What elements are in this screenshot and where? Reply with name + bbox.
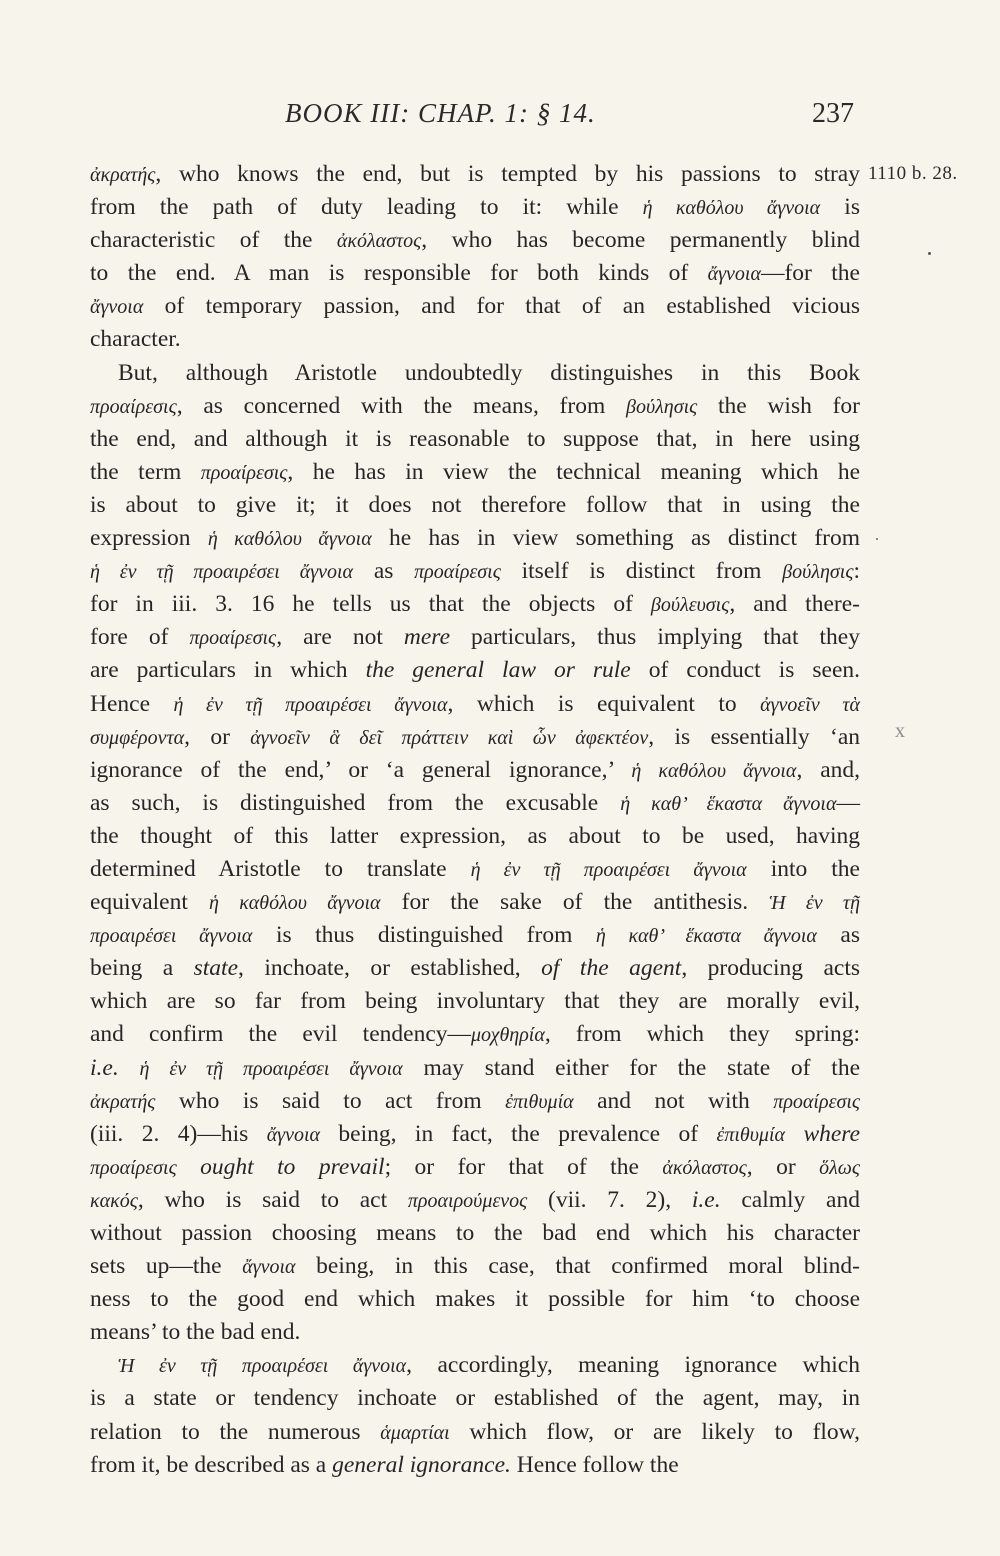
greek-term: ἀκόλαστος xyxy=(336,230,422,253)
text-line xyxy=(90,1316,860,1349)
text-line xyxy=(90,522,860,555)
text-run: for the sake of the antithesis. xyxy=(380,889,770,916)
text-run: as such, is distinguished from the excusable xyxy=(90,789,621,816)
greek-term: ἀκόλαστος xyxy=(662,1156,747,1179)
text-run: from the path of duty leading to it: while xyxy=(90,194,643,221)
text-run: being, in this case, that confirmed moral blind- xyxy=(295,1253,860,1280)
greek-term: ἀγνοεῖν τὰ xyxy=(760,693,861,716)
text-run: expression xyxy=(90,525,208,552)
text-line xyxy=(90,1085,860,1118)
text-line xyxy=(90,1283,860,1316)
text-line xyxy=(90,688,860,721)
text-run: ignorance of the end,’ or ‘a general ignorance,’ xyxy=(90,756,632,783)
greek-term: ἄγνοια xyxy=(90,296,144,319)
text-run: , he has in view the technical meaning which he xyxy=(287,458,861,485)
text-line xyxy=(90,1052,860,1085)
text-run: calmly and xyxy=(720,1186,860,1213)
text-run: of conduct is seen. xyxy=(630,657,861,684)
text-run: equivalent xyxy=(90,889,210,916)
text-run: , as concerned with the means, from xyxy=(176,392,626,419)
greek-term: ἡ καθόλου ἄγνοια xyxy=(631,759,797,782)
greek-term: ἡ καθ’ ἕκαστα ἄγνοια xyxy=(595,925,817,948)
text-run: and not with xyxy=(573,1087,774,1114)
text-run: , or xyxy=(746,1153,820,1180)
greek-term: ἀκρατής xyxy=(90,1090,156,1113)
greek-term: βούλησις xyxy=(626,395,698,418)
emphasis: of the agent xyxy=(541,955,682,982)
margin-pencil-mark: x xyxy=(895,720,905,742)
text-run: may stand either for the state of the xyxy=(402,1054,860,1081)
text-line xyxy=(90,555,860,588)
text-run: means’ to the bad end. xyxy=(90,1319,301,1346)
text-run: for in iii. 3. 16 he tells us that the objects of xyxy=(90,591,651,618)
text-run xyxy=(177,1154,200,1180)
greek-term: προαιρέσει ἄγνοια xyxy=(90,925,253,948)
text-run: relation to the numerous xyxy=(90,1418,381,1445)
text-line xyxy=(90,1184,860,1217)
margin-dot xyxy=(928,252,931,255)
text-run: , accordingly, meaning ignorance which xyxy=(406,1352,860,1379)
text-line xyxy=(90,1217,860,1250)
greek-term: ἡ ἐν τῇ προαιρέσει ἄγνοια xyxy=(173,693,448,716)
text-run: who is said to act from xyxy=(155,1087,506,1114)
text-line xyxy=(90,721,860,754)
text-run: —for the xyxy=(760,260,860,287)
text-line xyxy=(90,257,860,290)
greek-term: προαίρεσις xyxy=(189,627,277,650)
text-run xyxy=(785,1121,803,1147)
text-run: — xyxy=(836,789,860,816)
text-line xyxy=(90,919,860,952)
text-run: , inchoate, or established, xyxy=(238,955,542,982)
text-run: sets up—the xyxy=(90,1253,243,1280)
text-run: to the end. A man is responsible for both kinds of xyxy=(90,260,708,287)
text-line xyxy=(90,390,860,423)
text-run: is about to give it; it does not therefore follow that in using the xyxy=(90,491,860,518)
greek-term: βούλευσις xyxy=(650,594,730,617)
greek-term: ἐπιθυμία xyxy=(716,1123,786,1146)
greek-term: προαίρεσις xyxy=(90,1156,177,1179)
text-run: being a xyxy=(90,955,194,982)
text-run: is a state or tendency inchoate or established of the agent, may, in xyxy=(90,1385,860,1412)
text-run: , are not xyxy=(276,624,404,651)
text-run: (vii. 7. 2), xyxy=(527,1186,692,1213)
text-run: which flow, or are likely to flow, xyxy=(449,1418,860,1445)
text-run: , and, xyxy=(796,756,860,783)
greek-term: προαίρεσις xyxy=(773,1090,860,1113)
text-line xyxy=(90,158,860,191)
text-run: ness to the good end which makes it possible for him ‘to choose xyxy=(90,1286,860,1313)
text-line xyxy=(90,886,860,919)
greek-term: προαίρεσις xyxy=(90,395,177,418)
text-line xyxy=(90,754,860,787)
emphasis: i.e. xyxy=(90,1054,119,1081)
greek-term: ἀγνοεῖν ἃ δεῖ πράττειν καὶ ὧν ἀφεκτέον xyxy=(250,726,649,749)
text-run: , or xyxy=(184,723,251,750)
text-run: itself is distinct from xyxy=(500,558,783,585)
greek-term: ἡ καθόλου ἄγνοια xyxy=(207,528,372,551)
text-run xyxy=(119,1055,140,1081)
page-header xyxy=(0,96,1000,136)
text-line xyxy=(90,1118,860,1151)
text-run: determined Aristotle to translate xyxy=(90,855,471,882)
emphasis: general ignorance. xyxy=(332,1451,511,1478)
text-line xyxy=(90,1018,860,1051)
text-run: which are so far from being involuntary that they are morally evil, xyxy=(90,988,860,1015)
emphasis: where xyxy=(803,1120,860,1147)
margin-reference: 1110 b. 28. xyxy=(868,163,958,184)
greek-term: μοχθηρία xyxy=(471,1024,545,1047)
greek-term: ἄγνοια xyxy=(242,1256,296,1279)
greek-term: ἄγνοια xyxy=(707,263,761,286)
text-run: ; or for that of the xyxy=(384,1153,663,1180)
greek-term: κακός xyxy=(90,1189,138,1212)
text-line xyxy=(90,985,860,1018)
text-run: the thought of this latter expression, as about to be used, having xyxy=(90,822,860,849)
text-line xyxy=(90,1151,860,1184)
greek-term: Ἡ ἐν τῇ xyxy=(769,892,860,915)
text-run: , who is said to act xyxy=(137,1186,408,1213)
text-run: particulars, thus implying that they xyxy=(450,624,860,651)
emphasis: the general law or rule xyxy=(365,657,631,684)
text-run: (iii. 2. 4)—his xyxy=(90,1120,267,1147)
greek-term: βούλησις xyxy=(782,561,854,584)
greek-term: ἄγνοια xyxy=(266,1123,320,1146)
text-run: , who knows the end, but is tempted by his passions to stray xyxy=(155,161,860,187)
greek-term: ἡ καθόλου ἄγνοια xyxy=(209,892,381,915)
greek-term: ἁμαρτίαι xyxy=(380,1421,450,1444)
greek-term: ἡ καθόλου ἄγνοια xyxy=(642,197,821,220)
text-run: , who has become permanently blind xyxy=(421,227,861,254)
text-line xyxy=(90,588,860,621)
text-run: , which is equivalent to xyxy=(447,690,761,717)
text-run: as xyxy=(353,558,415,585)
text-line xyxy=(90,224,860,257)
text-run: the wish for xyxy=(697,392,861,419)
text-run: of temporary passion, and for that of an established vicious xyxy=(143,293,860,320)
text-line xyxy=(90,489,860,522)
text-line xyxy=(90,820,860,853)
greek-term: ἐπιθυμία xyxy=(505,1090,574,1113)
body-text xyxy=(90,158,860,1482)
greek-term: ἡ ἐν τῇ προαιρέσει ἄγνοια xyxy=(90,561,354,584)
greek-term: προαιρούμενος xyxy=(407,1189,528,1212)
text-line xyxy=(90,191,860,224)
text-line xyxy=(90,1250,860,1283)
text-line xyxy=(90,1449,860,1482)
text-run: characteristic of the xyxy=(90,227,337,254)
text-line xyxy=(90,952,860,985)
emphasis: mere xyxy=(403,624,450,651)
greek-term: ὅλως xyxy=(819,1156,860,1179)
text-line xyxy=(90,787,860,820)
text-run: character. xyxy=(90,326,181,353)
text-run: the term xyxy=(90,458,201,485)
greek-term: προαίρεσις xyxy=(414,561,501,584)
text-run: without passion choosing means to the bad end which his character xyxy=(90,1220,860,1246)
text-line xyxy=(90,290,860,323)
text-run: , producing acts xyxy=(681,955,860,982)
emphasis: i.e. xyxy=(691,1186,721,1213)
text-run: and confirm the evil tendency— xyxy=(90,1021,472,1048)
greek-term: προαίρεσις xyxy=(200,461,288,484)
text-run: is thus distinguished from xyxy=(252,922,596,949)
text-run: , is essentially ‘an xyxy=(648,723,860,750)
text-run: , from which they spring: xyxy=(544,1021,860,1048)
text-run: being, in fact, the prevalence of xyxy=(320,1120,717,1147)
text-run: into the xyxy=(746,855,860,882)
text-line xyxy=(90,621,860,654)
text-line xyxy=(90,456,860,489)
text-run: the end, and although it is reasonable to suppose that, in here using xyxy=(90,425,860,452)
text-line xyxy=(90,357,860,390)
margin-dot xyxy=(876,538,878,540)
text-line xyxy=(90,1416,860,1449)
greek-term: συμφέροντα xyxy=(90,726,185,749)
emphasis: state xyxy=(193,955,238,982)
text-run: Hence follow the xyxy=(510,1451,679,1478)
greek-term: ἡ ἐν τῇ προαιρέσει ἄγνοια xyxy=(470,858,747,881)
text-line xyxy=(90,1349,860,1382)
text-line xyxy=(90,654,860,687)
running-title: BOOK III: CHAP. 1: § 14. xyxy=(285,98,596,128)
text-run: are particulars in which xyxy=(90,657,366,684)
text-run: : xyxy=(853,558,860,585)
greek-term: ἡ καθ’ ἕκαστα ἄγνοια xyxy=(620,792,837,815)
text-run: fore of xyxy=(90,624,190,651)
text-line xyxy=(90,853,860,886)
text-run: , and there- xyxy=(729,591,860,618)
page-number: 237 xyxy=(812,98,854,129)
text-line xyxy=(90,1382,860,1415)
text-run: from it, be described as a xyxy=(90,1451,333,1478)
greek-term: ἀκρατής xyxy=(90,164,156,186)
emphasis: ought to prevail xyxy=(200,1153,385,1180)
text-line xyxy=(90,423,860,456)
greek-term: Ἡ ἐν τῇ προαιρέσει ἄγνοια xyxy=(118,1355,407,1378)
text-run: he has in view something as distinct from xyxy=(371,525,861,552)
greek-term: ἡ ἐν τῇ προαιρέσει ἄγνοια xyxy=(139,1057,403,1080)
text-run: Hence xyxy=(90,690,174,717)
text-line xyxy=(90,323,860,356)
text-run: But, although Aristotle undoubtedly distinguishes in this Book xyxy=(118,359,860,386)
text-run: is xyxy=(820,194,860,221)
text-run: as xyxy=(816,922,860,949)
